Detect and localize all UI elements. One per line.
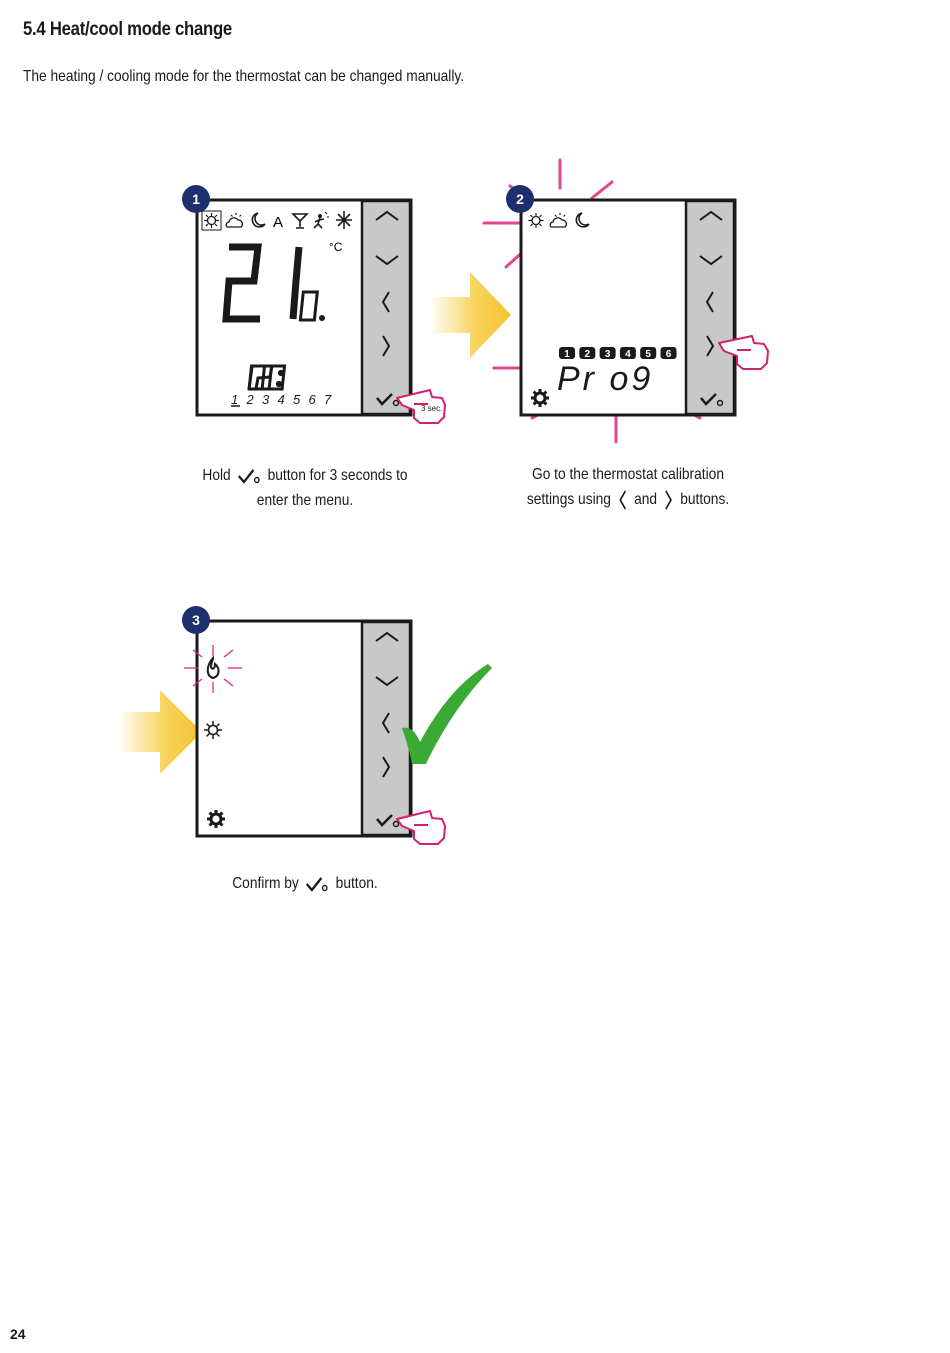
- step2-figure: [480, 155, 780, 450]
- thermostat-device-3: [184, 621, 411, 836]
- day-indicator: 4: [277, 392, 285, 407]
- arrow-icon: [118, 690, 202, 774]
- hold-duration-label: 3 sec.: [421, 404, 443, 413]
- day-indicator: 5: [645, 349, 651, 360]
- section-heading: 5.4 Heat/cool mode change: [23, 19, 232, 40]
- day-indicator: 5: [293, 392, 301, 407]
- intro-text: The heating / cooling mode for the thermostat can be changed manually.: [23, 68, 465, 85]
- unit-label: °C: [329, 240, 343, 254]
- day-indicator: 7: [324, 392, 332, 407]
- mode-letter: A: [273, 214, 284, 231]
- day-indicator: 1: [564, 349, 570, 360]
- step-badge-number: 3: [192, 612, 200, 628]
- step-badge-number: 2: [516, 191, 524, 207]
- checkmark-icon: [238, 468, 260, 484]
- step1-caption: Hold button for 3 seconds to enter the menu.: [202, 467, 408, 509]
- chevron-left-icon: [618, 490, 627, 510]
- day-indicator: 1: [231, 392, 239, 407]
- confirm-check-icon: [402, 664, 492, 764]
- day-indicator: 3: [262, 392, 270, 407]
- day-indicator: 6: [665, 349, 672, 360]
- step3-caption: Confirm by button.: [232, 875, 378, 892]
- thermostat-device-1: [197, 200, 411, 415]
- day-indicator: 4: [625, 349, 631, 360]
- step3-figure: [110, 600, 500, 850]
- step1-figure: [175, 180, 465, 430]
- program-display: Pr o9: [557, 360, 654, 398]
- day-indicator: 6: [308, 392, 316, 407]
- chevron-right-icon: [664, 490, 673, 510]
- day-indicator: 2: [584, 349, 591, 360]
- day-indicator: 3: [604, 349, 611, 360]
- step2-caption: Go to the thermostat calibration settings using and buttons.: [526, 466, 730, 508]
- checkmark-icon: [306, 876, 328, 892]
- step-badge-number: 1: [192, 191, 200, 207]
- page-number: 24: [10, 1326, 26, 1342]
- snowflake-icon: [336, 211, 352, 229]
- day-indicator: 2: [246, 392, 254, 407]
- thermostat-device-2: [521, 200, 735, 415]
